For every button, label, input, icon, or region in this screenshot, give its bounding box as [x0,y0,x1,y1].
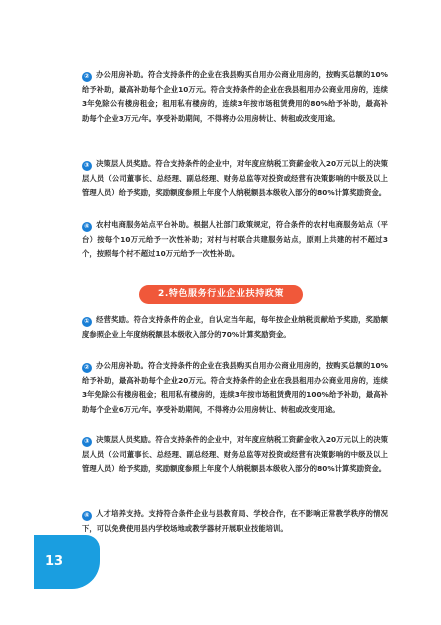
policy-paragraph [82,157,388,201]
item-number-badge: ③ [82,437,92,447]
item-number-badge: ④ [82,511,92,521]
page-number: 13 [44,554,64,569]
policy-paragraph [82,313,388,342]
item-number-badge: ④ [82,222,92,232]
paragraph-text: 决策层人员奖励。符合支持条件的企业中，对年度应纳税工资薪金收入20万元以上的决策层人员（公司董事长、总经理、副总经理、财务总监等对投资或经营有决策影响的中级及以上管理人员）给予奖励，奖励额度参照上年度个人纳税额县本级收入部分的80%计算奖励资金。 [82,159,388,197]
policy-paragraph [82,68,388,126]
policy-paragraph [82,507,388,536]
item-number-badge: ② [82,363,92,373]
policy-paragraph [82,433,388,477]
policy-paragraph [82,218,388,262]
paragraph-text: 农村电商服务站点平台补助。根据人社部门政策规定，符合条件的农村电商服务站点（平台）按每个10万元给予一次性补助；对村与村联合共建服务站点，原则上共建的村不超过3个，按照每个村不超过10万元给予一次性补助。 [82,220,388,258]
paragraph-text: 办公用房补助。符合支持条件的企业在我县购买自用办公商业用房的，按购买总额的10%给予补助，最高补助每个企业10万元。符合支持条件的企业在我县租用办公商业用房的，连续3年免除公有楼房租金；租用私有楼房的，连续3年按市场租赁费用的80%给予补助，最高补助每个企业3万元/年。享受补助期间，不得将办公用房转让、转租或改变用途。 [82,70,388,123]
paragraph-text: 决策层人员奖励。符合支持条件的企业中，对年度应纳税工资薪金收入20万元以上的决策层人员（公司董事长、总经理、副总经理、财务总监等对投资或经营有决策影响的中级及以上管理人员）给予奖励，奖励额度参照上年度个人纳税额县本级收入部分的80%计算奖励资金。 [82,435,388,473]
item-number-badge: ③ [82,161,92,171]
paragraph-text: 办公用房补助。符合支持条件的企业在我县购买自用办公商业用房的，按购买总额的10%给予补助，最高补助每个企业20万元。符合支持条件的企业在我县租用办公商业用房的，连续3年免除公有楼房租金；租用私有楼房的，连续3年按市场租赁费用的100%给予补助，最高补助每个企业6万元/年。享受补助期间，不得将办公用房转让、转租或改变用途。 [82,361,388,414]
paragraph-text: 人才培养支持。支持符合条件企业与县教育局、学校合作，在不影响正常教学秩序的情况下，可以免费使用县内学校场地或教学器材开展职业技能培训。 [82,509,388,533]
policy-paragraph [82,359,388,417]
paragraph-text: 经营奖励。符合支持条件的企业，自认定当年起，每年按企业纳税贡献给予奖励，奖励额度参照企业上年度纳税额县本级收入部分的70%计算奖励资金。 [82,315,388,339]
section-heading: 2.特色服务行业企业扶持政策 [139,285,303,304]
item-number-badge: ① [82,317,92,327]
item-number-badge: ② [82,72,92,82]
